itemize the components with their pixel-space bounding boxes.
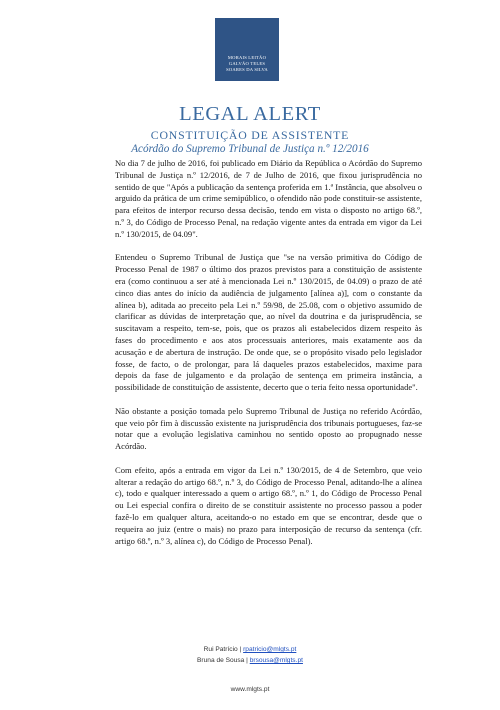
document-title: LEGAL ALERT [179, 103, 321, 125]
logo-line-2: GALVÃO TELES [228, 61, 266, 66]
document-subtitle: CONSTITUIÇÃO DE ASSISTENTE [150, 128, 350, 142]
document-subtitle-italic: Acórdão do Supremo Tribunal de Justiça n.º 12/2016 [131, 143, 369, 155]
logo-line-1: MORAIS LEITÃO [227, 55, 267, 60]
paragraph-2: Entendeu o Supremo Tribunal de Justiça que "se na versão primitiva do Código de Processo Penal de 1987 o último dos prazos previstos para a constituição de assistente era (como continuou a ser até à mencionada Lei n.º 130/2015, de 04.09) o prazo de até cinco dias antes do início da audiência de julgamento [alínea a)], com o constante da alínea b), aditada ao preceito pela Lei n.º 59/98, de 25.08, com o objetivo assumido de clarificar as dúvidas de interpretação que, ao nível da doutrina e da jurisprudência, se suscitavam a respeito, tem-se, pois, que os prazos ali estabelecidos dizem respeito às fases do procedimento e aos atos processuais anteriores, mais exatamente aos da acusação e de abertura de instrução. De onde que, se o propósito visado pelo legislador fosse, de facto, o de prolongar, para lá daqueles prazos estabelecidos, maxime para depois da fase de julgamento e da prolação de sentença em primeira instância, a possibilidade de constituição de assistente, decerto que o teria feito nessa oportunidade". [115, 252, 422, 393]
paragraph-3: Não obstante a posição tomada pelo Supremo Tribunal de Justiça no referido Acórdão, que veio pôr fim à discussão existente na jurisprudência dos tribunais portugueses, faz-se notar que a evolução legislativa caminhou no sentido oposto ao propugnado nesse Acórdão. [115, 405, 422, 452]
email-link-1[interactable]: rpatricio@mlgts.pt [243, 646, 297, 653]
document-body [115, 158, 422, 547]
paragraph-4: Com efeito, após a entrada em vigor da Lei n.º 130/2015, de 4 de Setembro, que veio alterar a redação do artigo 68.º, n.º 3, do Código de Processo Penal, aditando-lhe a alínea c), todo e qualquer interessado a quem o artigo 68.º, n.º 1, do Código de Processo Penal ou Lei especial confira o direito de se constituir assistente no processo passou a poder fazê-lo em qualquer altura, aceitando-o no estado em que se encontrar, desde que o requeira ao juiz (entre o mais) no prazo para interposição de recurso da sentença (cfr. artigo 68.º, n.º 3, alínea c), do Código de Processo Penal). [115, 464, 422, 546]
author-name-1: Rui Patrício | [203, 646, 244, 653]
author-name-2: Bruna de Sousa | [197, 657, 250, 664]
email-link-2[interactable]: brsousa@mlgts.pt [249, 657, 303, 664]
author-line-1 [0, 646, 500, 653]
company-logo [215, 18, 279, 81]
website-url[interactable]: www.mlgts.pt [230, 686, 270, 693]
author-line-2 [0, 657, 500, 664]
paragraph-1: No dia 7 de julho de 2016, foi publicado em Diário da República o Acórdão do Supremo Tribunal de Justiça n.º 12/2016, de 7 de Julho de 2016, que fixou jurisprudência no sentido de que "Após a publicação da sentença proferida em 1.ª Instância, que absolveu o arguido da prática de um crime semipúblico, o ofendido não pode constituir-se assistente, para efeitos de interpor recurso dessa decisão, tendo em vista o disposto no artigo 68.º, n.º 3, do Código de Processo Penal, na redação vigente antes da entrada em vigor da Lei n.º 130/2015, de 04.09". [115, 158, 422, 239]
logo-line-3: SOARES DA SILVA [226, 67, 268, 72]
